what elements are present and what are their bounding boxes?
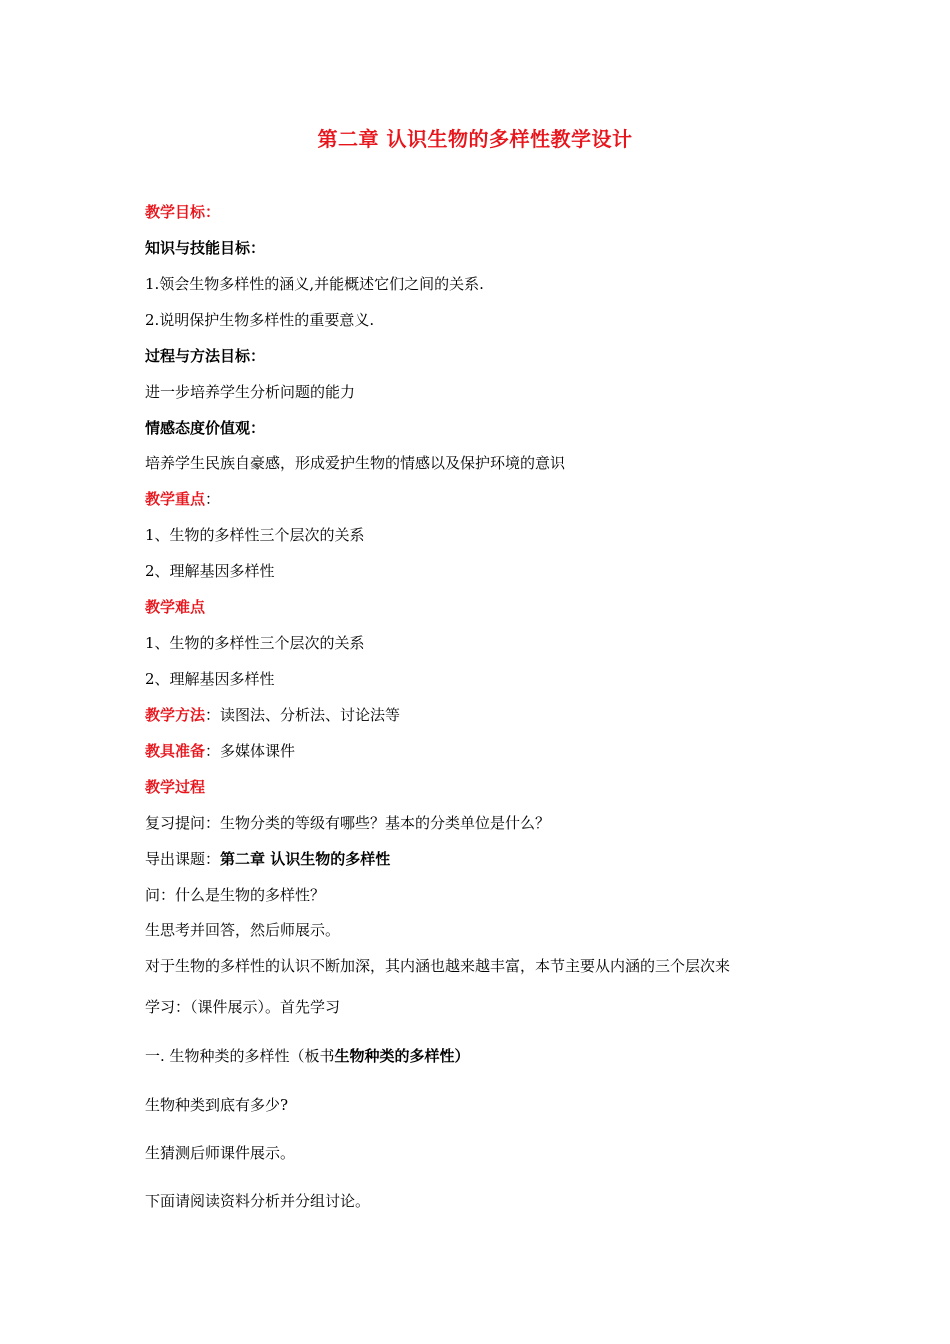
teaching-process-heading: 教学过程 bbox=[145, 778, 206, 796]
lesson-intro-topic: 第二章 认识生物的多样性 bbox=[220, 850, 391, 868]
species-guess: 生猜测后师课件展示。 bbox=[145, 1144, 296, 1162]
teaching-tools-label: 教具准备 bbox=[145, 742, 206, 760]
paragraph-line-2: 学习：（课件展示）。首先学习 bbox=[145, 998, 341, 1016]
teaching-methods-text: ：读图法、分析法、讨论法等 bbox=[205, 706, 401, 724]
document-title: 第二章 认识生物的多样性教学设计 bbox=[317, 127, 633, 151]
emotion-heading: 情感态度价值观： bbox=[145, 419, 266, 437]
question-line: 问：什么是生物的多样性？ bbox=[145, 886, 326, 904]
goals-heading: 教学目标： bbox=[145, 203, 221, 221]
process-item-1: 进一步培养学生分析问题的能力 bbox=[145, 383, 356, 401]
knowledge-item-2: 2.说明保护生物多样性的重要意义. bbox=[145, 311, 375, 329]
section-1-board-text: 生物种类的多样性） bbox=[334, 1047, 470, 1065]
paragraph-line-1: 对于生物的多样性的认识不断加深，其内涵也越来越丰富，本节主要从内涵的三个层次来 bbox=[145, 957, 731, 975]
difficult-point-2: 2、理解基因多样性 bbox=[145, 670, 275, 688]
key-points-heading bbox=[145, 489, 220, 509]
key-point-2: 2、理解基因多样性 bbox=[145, 562, 275, 580]
lesson-intro bbox=[145, 849, 390, 869]
teaching-tools-text: ：多媒体课件 bbox=[205, 742, 296, 760]
student-answer-line: 生思考并回答，然后师展示。 bbox=[145, 921, 341, 939]
section-1-prefix: 一. 生物种类的多样性（板书 bbox=[145, 1047, 335, 1065]
species-question: 生物种类到底有多少? bbox=[145, 1096, 289, 1114]
difficult-points-heading: 教学难点 bbox=[145, 598, 206, 616]
process-heading: 过程与方法目标： bbox=[145, 347, 266, 365]
review-question: 复习提问：生物分类的等级有哪些？基本的分类单位是什么？ bbox=[145, 814, 551, 832]
teaching-tools bbox=[145, 741, 295, 761]
key-points-label: 教学重点 bbox=[145, 490, 206, 508]
knowledge-heading: 知识与技能目标： bbox=[145, 239, 266, 257]
section-1-heading bbox=[145, 1046, 470, 1066]
read-discuss: 下面请阅读资料分析并分组讨论。 bbox=[145, 1192, 371, 1210]
knowledge-item-1: 1.领会生物多样性的涵义,并能概述它们之间的关系. bbox=[145, 275, 484, 293]
teaching-methods-label: 教学方法 bbox=[145, 706, 206, 724]
emotion-item-1: 培养学生民族自豪感，形成爱护生物的情感以及保护环境的意识 bbox=[145, 454, 566, 472]
key-point-1: 1、生物的多样性三个层次的关系 bbox=[145, 526, 365, 544]
teaching-methods bbox=[145, 705, 400, 725]
lesson-intro-prefix: 导出课题： bbox=[145, 850, 221, 868]
key-points-colon: ： bbox=[205, 490, 221, 508]
difficult-point-1: 1、生物的多样性三个层次的关系 bbox=[145, 634, 365, 652]
